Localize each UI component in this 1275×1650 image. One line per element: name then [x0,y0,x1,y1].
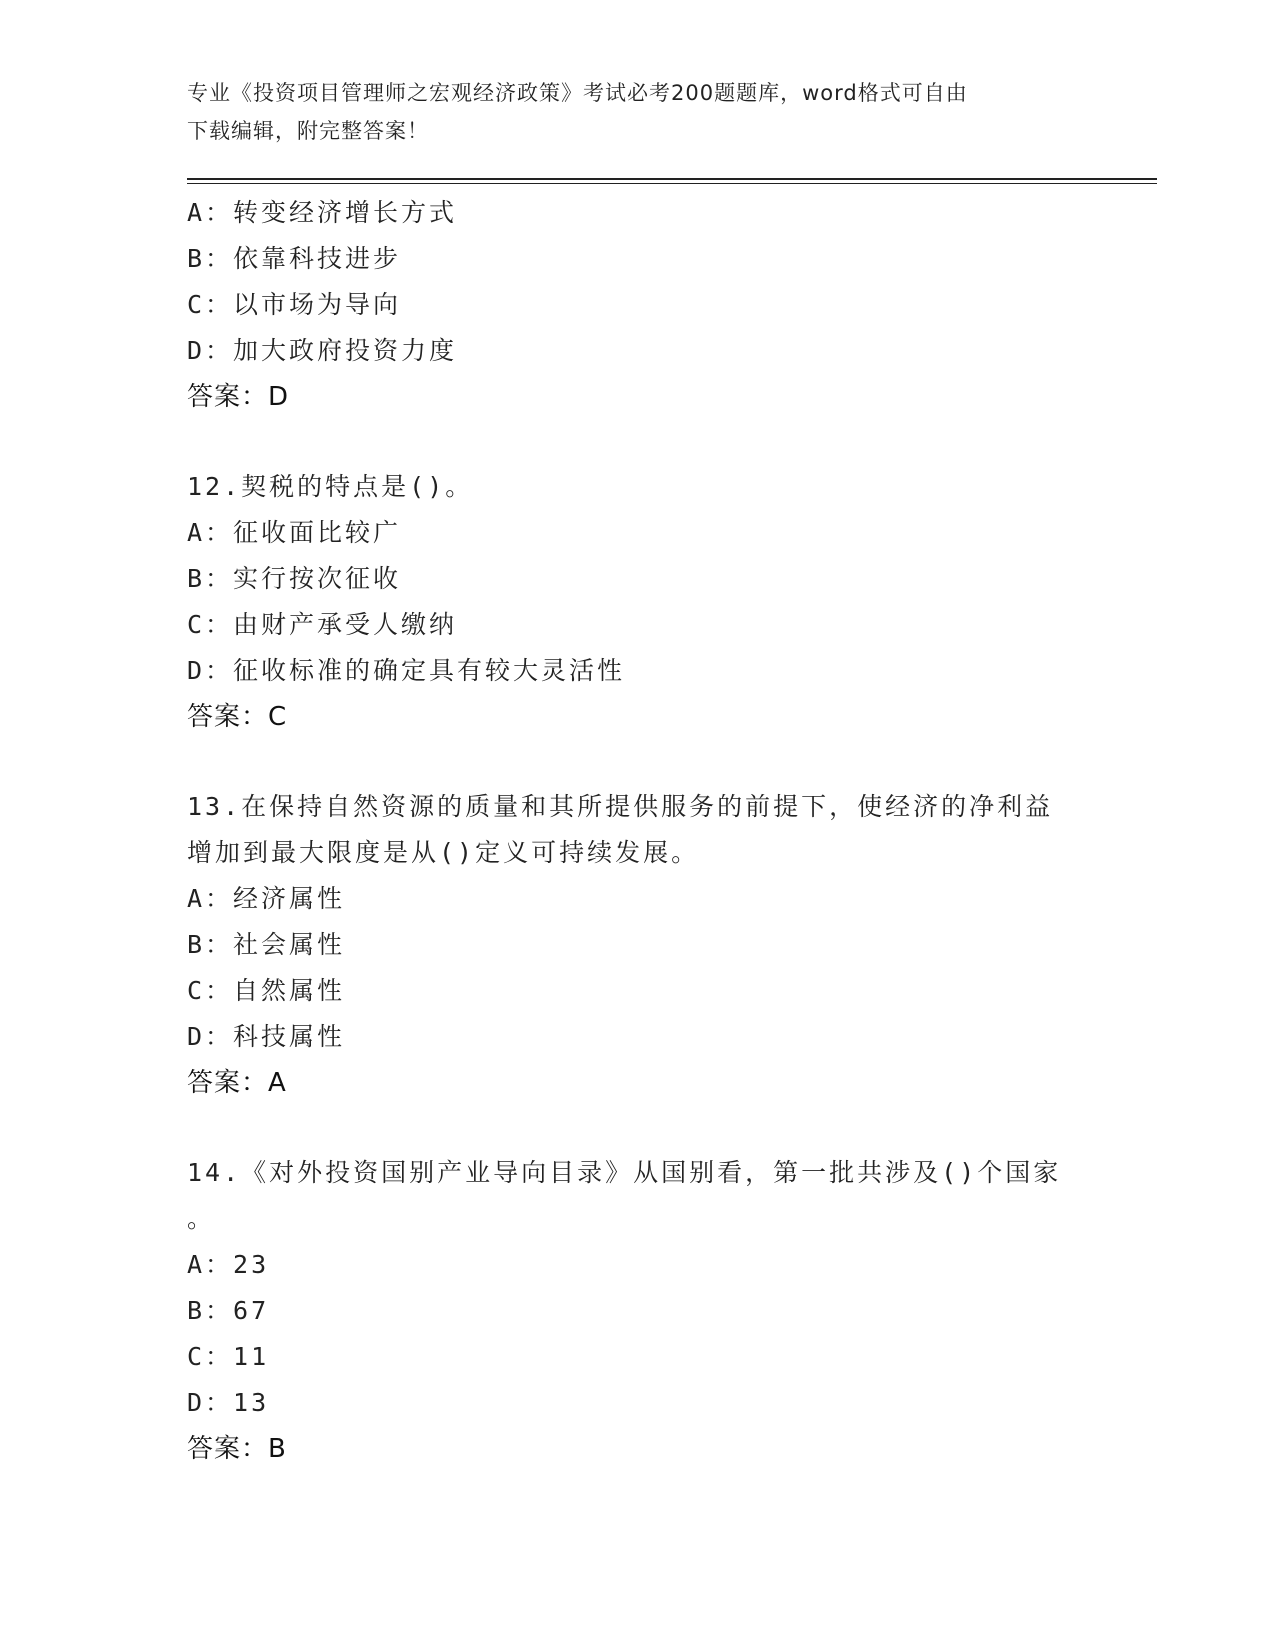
header-line-1: 专业《投资项目管理师之宏观经济政策》考试必考200题题库，word格式可自由 [187,81,968,105]
option-a: A：转变经济增长方式 [187,198,458,227]
spacer [187,740,1087,784]
option-b: B：67 [187,1296,270,1325]
option-c: C：自然属性 [187,976,346,1005]
question-block-11 [187,190,1087,420]
question-block-14 [187,1150,1087,1472]
option-c: C：以市场为导向 [187,290,402,319]
option-c: C：11 [187,1342,270,1371]
question-text-line-2: 。 [187,1204,216,1233]
question-block-13 [187,784,1087,1106]
option-a: A：经济属性 [187,884,346,913]
header-divider-thin [187,183,1157,184]
answer-line: 答案：C [187,702,288,732]
question-block-12 [187,464,1087,740]
spacer [187,420,1087,464]
answer-line: 答案：B [187,1434,287,1464]
option-d: D：科技属性 [187,1022,346,1051]
answer-line: 答案：D [187,382,290,412]
question-text-line-1: 13.在保持自然资源的质量和其所提供服务的前提下，使经济的净利益 [187,792,1054,821]
option-a: A：征收面比较广 [187,518,402,547]
option-d: D：13 [187,1388,270,1417]
document-header [187,74,1067,150]
question-list [187,190,1087,1472]
option-b: B：依靠科技进步 [187,244,402,273]
option-b: B：社会属性 [187,930,346,959]
question-text-line-2: 增加到最大限度是从()定义可持续发展。 [187,838,700,867]
option-b: B：实行按次征收 [187,564,402,593]
question-text-line-1: 14.《对外投资国别产业导向目录》从国别看，第一批共涉及()个国家 [187,1158,1062,1187]
option-d: D：征收标准的确定具有较大灵活性 [187,656,626,685]
option-d: D：加大政府投资力度 [187,336,458,365]
header-divider-thick [187,178,1157,180]
option-c: C：由财产承受人缴纳 [187,610,458,639]
answer-line: 答案：A [187,1068,287,1098]
question-text: 12.契税的特点是()。 [187,472,474,501]
spacer [187,1106,1087,1150]
option-a: A：23 [187,1250,270,1279]
header-line-2: 下载编辑，附完整答案！ [187,119,429,143]
